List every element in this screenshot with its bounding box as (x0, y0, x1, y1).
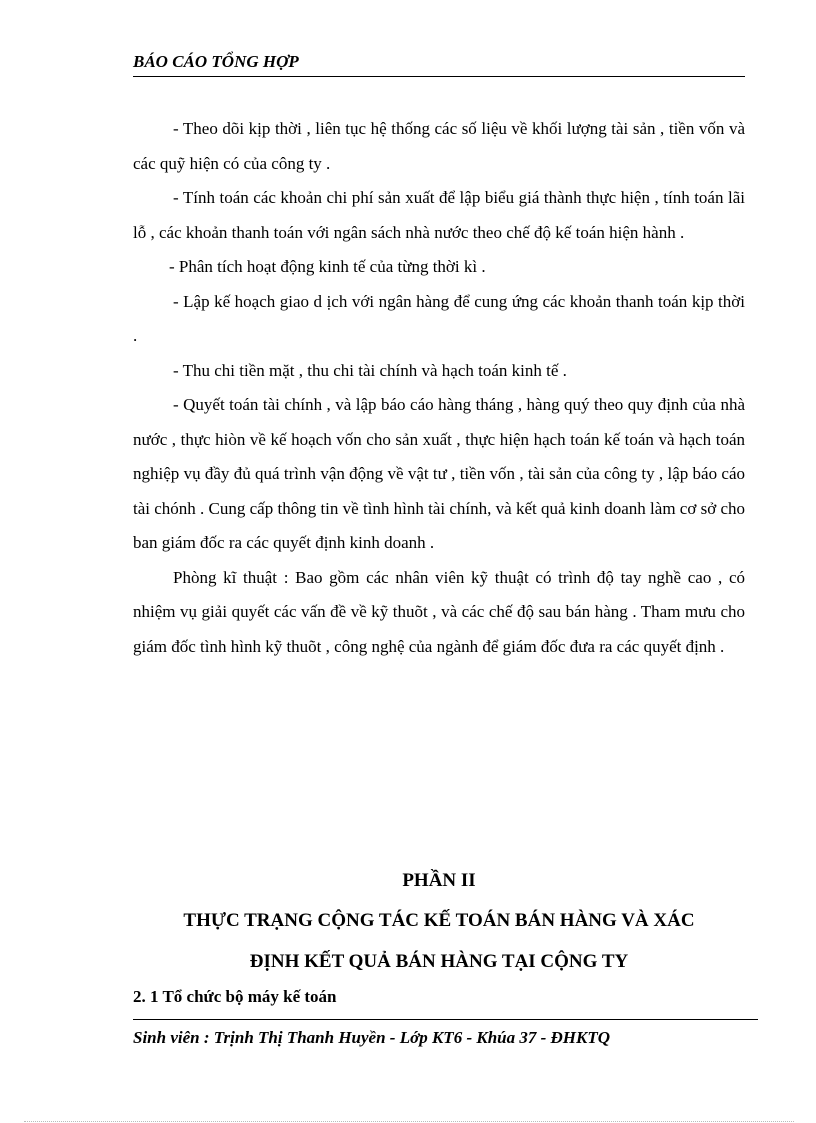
report-title: BÁO CÁO TỔNG HỢP (133, 52, 299, 71)
footer-divider (133, 1019, 758, 1020)
section-title-line-2: ĐỊNH KẾT QUẢ BÁN HÀNG TẠI CỘNG TY (249, 951, 629, 972)
paragraph: - Quyết toán tài chính , và lập báo cáo hàng tháng , hàng quý theo quy định của nhà nước , thực hiòn về kế hoạch vốn cho sản xuất , thực hiện hạch toán kế toán và hạch toán nghiệp vụ đầy đủ quá trình vận động về vật tư , tiền vốn , tài sản của công ty , lập báo cáo tài chónh . Cung cấp thông tin về tình hình tài chính, và kết quả kinh doanh làm cơ sở cho ban giám đốc ra các quyết định kinh doanh . (133, 395, 745, 552)
paragraph: - Theo dõi kịp thời , liên tục hệ thống các số liệu về khối lượng tài sản , tiền vốn và các quỹ hiện có của công ty . (133, 119, 745, 173)
paragraph: - Tính toán các khoản chi phí sản xuất để lập biểu giá thành thực hiện , tính toán lãi lỗ , các khoản thanh toán với ngân sách nhà nước theo chế độ kế toán hiện hành . (133, 188, 745, 242)
part-label: PHẦN II (402, 870, 476, 891)
paragraph: - Phân tích hoạt động kinh tế của từng thời kì . (169, 257, 486, 276)
section-heading (133, 866, 745, 982)
header-divider (133, 76, 745, 77)
paragraph: - Thu chi tiền mặt , thu chi tài chính và hạch toán kinh tế . (173, 360, 567, 380)
subsection-heading: 2. 1 Tổ chức bộ máy kế toán (133, 987, 337, 1006)
page-footer: Sinh viên : Trịnh Thị Thanh Huyền - Lớp KT6 - Khúa 37 - ĐHKTQ (133, 1028, 611, 1047)
paragraph: - Lập kế hoạch giao d ịch với ngân hàng để cung ứng các khoản thanh toán kịp thời . (133, 291, 745, 345)
section-title-line-1: THỰC TRẠNG CỘNG TÁC KẾ TOÁN BÁN HÀNG VÀ XÁC (183, 910, 695, 931)
body-text (133, 112, 745, 664)
paragraph: Phòng kĩ thuật : Bao gồm các nhân viên kỹ thuật có trình độ tay nghề cao , có nhiệm vụ giải quyết các vấn đề về kỹ thuõt , và các chế độ sau bán hàng . Tham mưu cho giám đốc tình hình kỹ thuõt , công nghệ của ngành để giám đốc đưa ra các quyết định . (133, 567, 745, 656)
page-edge (24, 1121, 794, 1122)
